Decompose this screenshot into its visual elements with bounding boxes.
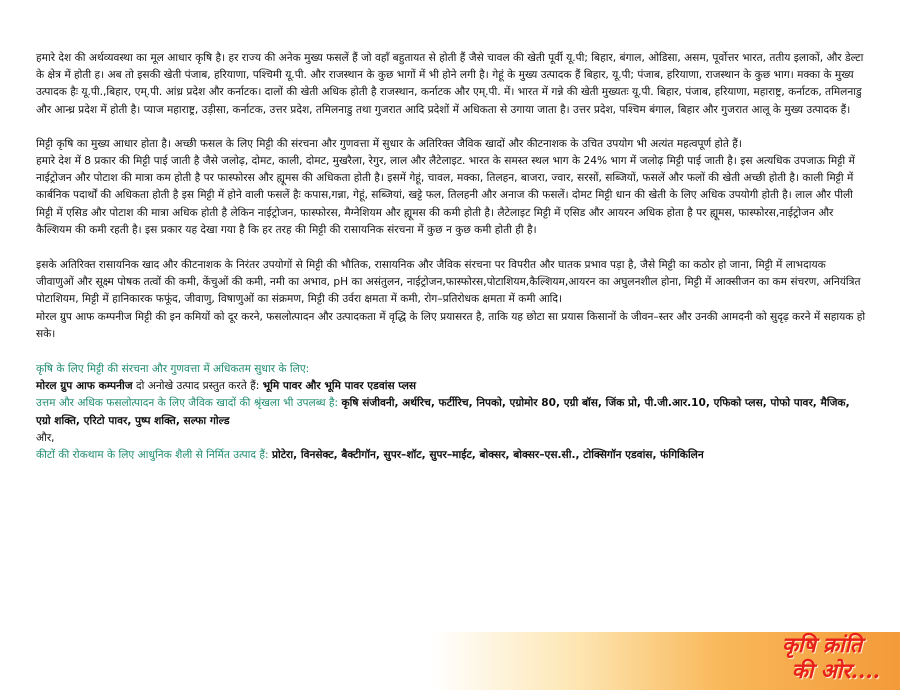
pest-products-line (36, 447, 866, 464)
paragraph-company-mission: मोरल ग्रुप आफ कम्पनीज मिट्टी की इन कमियों को दूर करने, फसलोत्पादन और उत्पादकता में वृद्धि के लिए प्रयासरत है, ताकि यह छोटा सा प्रयास किसानों के जीवन–स्तर और उनकी आमदनी को सुदृढ़ करने में सहायक हो सके। (36, 310, 866, 340)
slogan-line-2: की ओर.... (791, 658, 880, 683)
and-connector: और, (36, 431, 55, 444)
paragraph-soil-types: हमारे देश में 8 प्रकार की मिट्टी पाई जाती है जैसे जलोढ़, दोमट, काली, दोमट, मुखरैला, रेगुर, लाल और लैटेलाइट. भारत के समस्त स्थल भाग के 24% भाग में जलोढ़ मिट्टी पाई जाती है। इस अत्यधिक उपजाऊ मिट्टी में नाईट्रोजन और पोटाश की मात्रा कम होती है पर फास्फोरस और ह्यूमस की अधिकता होती है। इसमें गेहूं, चावल, मक्का, तिलहन, बाजरा, ज्वार, सरसों, सब्जियों, फसलें और फलों की खेती अच्छी होती है। काली मिट्टी में कार्बनिक पदार्थों की अधिकता होती है इस मिट्टी में होने वाली फसलें हैः कपास,गन्ना, गेहूं, सब्जियां, खट्टे फल, तिलहनी और अनाज की फसलें। दोमट मिट्टी धान की खेती के लिए अधिक उपयोगी होती है। लाल और पीली मिट्टी में एसिड और पोटाश की मात्रा अधिक होती है लेकिन नाईट्रोजन, फास्फोरस, मैग्नेशियम और ह्यूमस की कमी होती है। लैटेलाइट मिट्टी में एसिड और आयरन अधिक होता है पर ह्यूमस, फास्फोरस,नाईट्रोजन और कैल्शियम की कमी रहती है। इस प्रकार यह देखा गया है कि हर तरह की मिट्टी की रासायनिक संरचना में कुछ न कुछ कमी होती ही है। (36, 155, 855, 236)
pest-products-list: प्रोटेरा, विनसेक्ट, बैक्टीगॉन, सुपर–शॉट, सुपर–माईट, बोक्सर, बोक्सर–एस.सी., टोक्सिगॉन एडवांस, फंगिकिलिन (271, 449, 704, 462)
document-body (36, 50, 866, 464)
paragraph-chemical-effects: इसके अतिरिक्त रासायनिक खाद और कीटनाशक के निरंतर उपयोगों से मिट्टी की भौतिक, रासायनिक और जैविक संरचना पर विपरीत और घातक प्रभाव पड़ा है, जैसे मिट्टी का कठोर हो जाना, मिट्टी में लाभदायक जीवाणुओं और सूक्ष्म पोषक तत्वों की कमी, केंचुओं की कमी, नमी का अभाव, pH का असंतुलन, नाईट्रोजन,फास्फोरस,पोटाशियम,कैल्शियम,आयरन का अघुलनशील होना, मिट्टी में आक्सीजन का कम संचरण, अनियंत्रित पोटाशियम, मिट्टी में हानिकारक फफूंद, जीवाणु, विषाणुओं का संक्रमण, मिट्टी की उर्वरा क्षमता में कमी, रोग–प्रतिरोधक क्षमता में कमी आदि। (36, 259, 861, 306)
organic-products-heading: उत्तम और अधिक फसलोत्पादन के लिए जैविक खादों की श्रृंखला भी उपलब्ध है: (36, 397, 342, 410)
paragraph-crops-by-state: हमारे देश की अर्थव्यवस्था का मूल आधार कृषि है। हर राज्य की अनेक मुख्य फसलें हैं जो वहाँ बहुतायत से होती हैं जैसे चावल की खेती पूर्वी यू.पी; बिहार, बंगाल, ओडिसा, असम, पूर्वोत्तर भारत, ततीय इलाकों, और डेल्टा के क्षेत्र में होती ह। अब तो इसकी खेती पंजाब, हरियाणा, पश्चिमी यू.पी. और राजस्थान के कुछ भागों में भी होने लगी है। गेहूं के मुख्य उत्पादक हैं बिहार, यू.पी; पंजाब, हरियाणा, राजस्थान के कुछ भाग। मक्का के मुख्य उत्पादक हैः यू.पी.,बिहार, एम्.पी. आंध्र प्रदेश और कर्नाटक। दालों की खेती अधिक होती है राजस्थान, कर्नाटक और एम्.पी. में। भारत में गन्ने की खेती मुख्यतः यू.पी. बिहार, पंजाब, हरियाणा, महाराष्ट्र, कर्नाटक, तमिलनाडु और आन्ध्र प्रदेश में होती है। प्याज महाराष्ट्र, उड़ीसा, कर्नाटक, उत्तर प्रदेश, तमिलनाडु तथा गुजरात आदि प्रदेशों में अधिकता से उगाया जाता है। उत्तर प्रदेश, पश्चिम बंगाल, बिहार और गुजरात आलू के मुख्य उत्पादक हैं। (36, 52, 864, 116)
slogan-line-1: कृषि क्रांति (782, 632, 862, 657)
paragraph-soil-importance: मिट्टी कृषि का मुख्य आधार होता है। अच्छी फसल के लिए मिट्टी की संरचना और गुणवत्ता में सुधार के अतिरिक्त जैविक खादों और कीटनाशक के उचित उपयोग भी अत्यंत महत्वपूर्ण होते हैं। (36, 137, 742, 150)
soil-improvement-heading: कृषि के लिए मिट्टी की संरचना और गुणवत्ता में अधिकतम सुधार के लिए: (36, 363, 310, 376)
pest-products-heading: कीटों की रोकथाम के लिए आधुनिक शैली से निर्मित उत्पाद हैं: (36, 449, 272, 462)
organic-products-line (36, 395, 866, 429)
organic-products-list: कृषि संजीवनी, अर्थरिच, फर्टीरिच, निपको, एग्रोमोर 80, एग्री बॉस, जिंक प्रो, पी.जी.आर.10, एफिको प्लस, पोफो पावर, मैजिक, एग्रो शक्ति, एरिटो पावर, पुष्प शक्ति, सल्फा गोल्ड (36, 397, 850, 427)
company-name: मोरल ग्रुप आफ कम्पनीज (36, 380, 133, 393)
soil-products-list: भूमि पावर और भूमि पावर एडवांस प्लस (262, 380, 417, 393)
soil-products-intro: दो अनोखे उत्पाद प्रस्तुत करते हैं: (132, 380, 263, 393)
soil-products-line (36, 378, 866, 395)
slogan (736, 632, 886, 684)
